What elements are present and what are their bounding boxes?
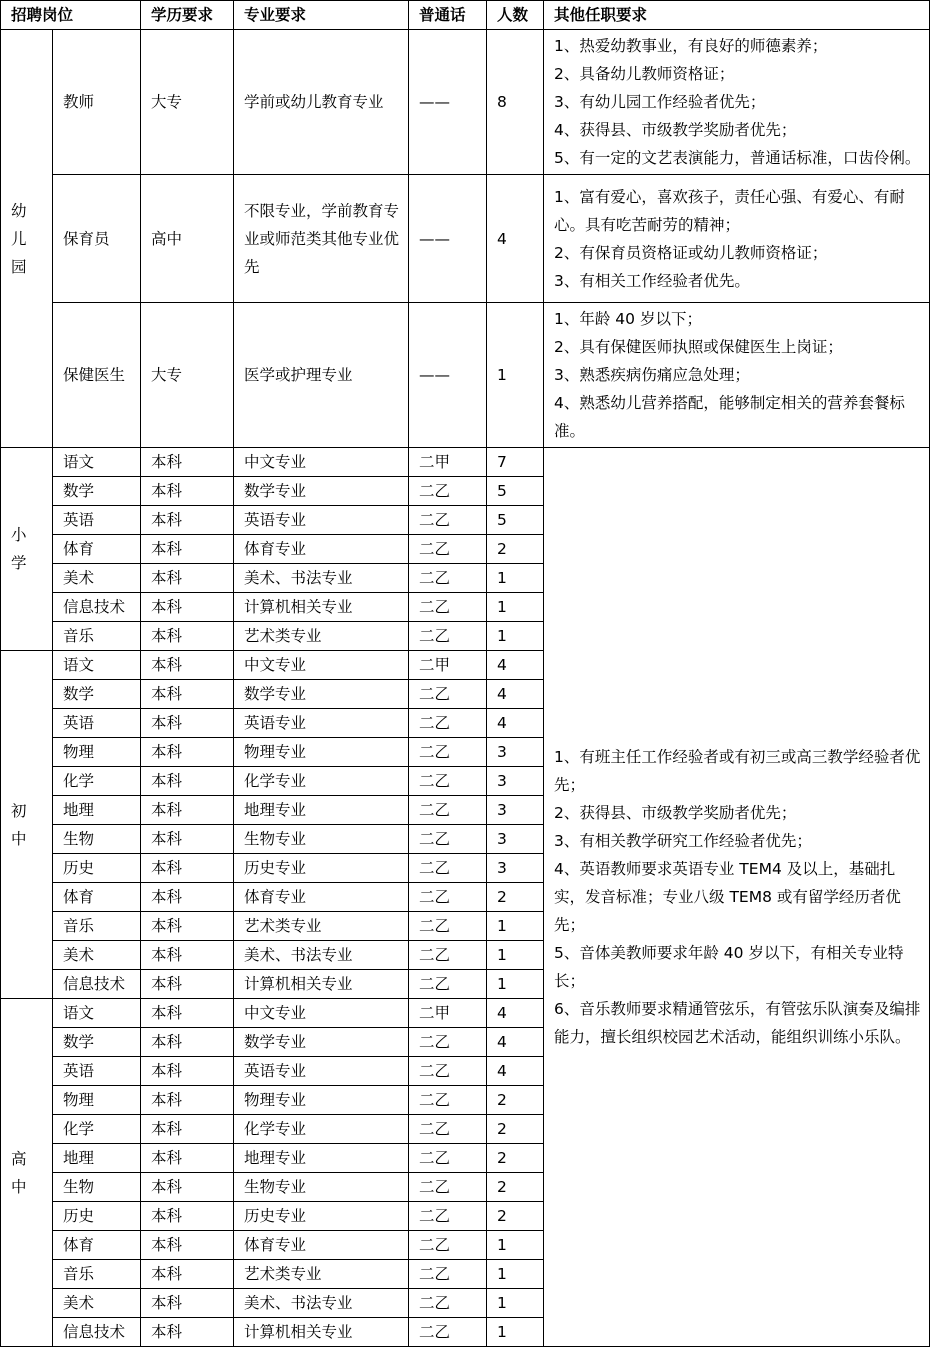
table-row [1,175,930,303]
mandarin-cell: 二乙 [409,854,487,883]
post-cell: 英语 [53,709,141,738]
mandarin-cell: 二乙 [409,912,487,941]
education-cell: 本科 [141,825,234,854]
mandarin-cell: 二乙 [409,767,487,796]
major-cell: 英语专业 [234,709,409,738]
education-cell: 本科 [141,564,234,593]
major-cell: 生物专业 [234,825,409,854]
education-cell: 本科 [141,1289,234,1318]
section-senior-label: 高中 [11,1149,27,1196]
mandarin-cell: 二乙 [409,970,487,999]
requirement-line: 2、具备幼儿教师资格证； [554,65,735,83]
post-cell: 数学 [53,477,141,506]
post-cell: 保育员 [53,175,141,303]
major-cell: 美术、书法专业 [234,941,409,970]
major-cell: 地理专业 [234,796,409,825]
mandarin-cell: 二甲 [409,651,487,680]
post-cell: 信息技术 [53,970,141,999]
count-cell: 4 [487,709,544,738]
major-cell: 物理专业 [234,738,409,767]
mandarin-cell: 二乙 [409,1202,487,1231]
education-cell: 本科 [141,1173,234,1202]
count-cell: 1 [487,941,544,970]
education-cell: 本科 [141,767,234,796]
major-cell: 不限专业，学前教育专业或师范类其他专业优先 [234,175,409,303]
mandarin-cell: 二乙 [409,1115,487,1144]
major-cell: 数学专业 [234,1028,409,1057]
count-cell: 7 [487,448,544,477]
post-cell: 音乐 [53,1260,141,1289]
major-cell: 体育专业 [234,535,409,564]
requirement-line: 4、获得县、市级教学奖励者优先； [554,121,797,139]
section-kindergarten-label: 幼儿园 [11,201,27,276]
education-cell: 大专 [141,30,234,175]
mandarin-cell: 二乙 [409,709,487,738]
section-kindergarten [1,30,53,448]
requirements-cell [544,30,930,175]
mandarin-cell: 二乙 [409,477,487,506]
requirement-line: 5、音体美教师要求年龄 40 岁以下，有相关专业特长； [554,944,904,990]
major-cell: 美术、书法专业 [234,1289,409,1318]
major-cell: 艺术类专业 [234,622,409,651]
education-cell: 本科 [141,999,234,1028]
major-cell: 美术、书法专业 [234,564,409,593]
post-cell: 物理 [53,738,141,767]
table-body [1,30,930,1347]
post-cell: 美术 [53,941,141,970]
education-cell: 本科 [141,970,234,999]
major-cell: 学前或幼儿教育专业 [234,30,409,175]
count-cell: 2 [487,1202,544,1231]
count-cell: 3 [487,854,544,883]
education-cell: 本科 [141,1260,234,1289]
education-cell: 大专 [141,303,234,448]
mandarin-cell: 二甲 [409,448,487,477]
mandarin-cell: 二乙 [409,1086,487,1115]
requirement-line: 6、音乐教师要求精通管弦乐，有管弦乐队演奏及编排能力，擅长组织校园艺术活动，能组织训练小乐队。 [554,1000,921,1046]
count-cell: 2 [487,1086,544,1115]
major-cell: 艺术类专业 [234,1260,409,1289]
post-cell: 保健医生 [53,303,141,448]
count-cell: 1 [487,564,544,593]
mandarin-cell: 二乙 [409,622,487,651]
mandarin-cell: 二乙 [409,1289,487,1318]
section-junior [1,651,53,999]
count-cell: 3 [487,796,544,825]
requirement-line: 4、熟悉幼儿营养搭配，能够制定相关的营养套餐标准。 [554,394,905,440]
post-cell: 语文 [53,448,141,477]
requirement-line: 1、富有爱心，喜欢孩子，责任心强、有爱心、有耐心。具有吃苦耐劳的精神； [554,187,905,234]
education-cell: 本科 [141,1318,234,1347]
mandarin-cell: 二乙 [409,535,487,564]
education-cell: 本科 [141,1144,234,1173]
requirements-cell [544,303,930,448]
major-cell: 计算机相关专业 [234,1318,409,1347]
education-cell: 本科 [141,912,234,941]
education-cell: 本科 [141,1086,234,1115]
education-cell: 本科 [141,593,234,622]
count-cell: 1 [487,970,544,999]
count-cell: 1 [487,593,544,622]
mandarin-cell: 二乙 [409,1318,487,1347]
mandarin-cell: 二乙 [409,1057,487,1086]
post-cell: 地理 [53,1144,141,1173]
requirement-line: 2、获得县、市级教学奖励者优先； [554,804,797,822]
header-other: 其他任职要求 [544,1,930,30]
major-cell: 中文专业 [234,448,409,477]
requirement-line: 3、熟悉疾病伤痛应急处理； [554,366,750,384]
header-count: 人数 [487,1,544,30]
education-cell: 本科 [141,477,234,506]
post-cell: 音乐 [53,912,141,941]
count-cell: 1 [487,912,544,941]
major-cell: 物理专业 [234,1086,409,1115]
mandarin-cell: 二乙 [409,593,487,622]
major-cell: 计算机相关专业 [234,593,409,622]
requirement-line: 2、具有保健医师执照或保健医生上岗证； [554,338,843,356]
post-cell: 化学 [53,1115,141,1144]
post-cell: 生物 [53,1173,141,1202]
education-cell: 本科 [141,1028,234,1057]
major-cell: 生物专业 [234,1173,409,1202]
table-row [1,303,930,448]
section-junior-label: 初中 [11,801,27,848]
requirement-line: 4、英语教师要求英语专业 TEM4 及以上，基础扎实，发音标准；专业八级 TEM8 或有留学经历者优先； [554,860,901,934]
major-cell: 中文专业 [234,651,409,680]
major-cell: 医学或护理专业 [234,303,409,448]
count-cell: 4 [487,651,544,680]
count-cell: 2 [487,1115,544,1144]
count-cell: 3 [487,767,544,796]
major-cell: 地理专业 [234,1144,409,1173]
mandarin-cell: 二乙 [409,1260,487,1289]
major-cell: 英语专业 [234,1057,409,1086]
post-cell: 化学 [53,767,141,796]
requirement-line: 1、年龄 40 岁以下； [554,310,702,328]
count-cell: 1 [487,1289,544,1318]
education-cell: 高中 [141,175,234,303]
header-major: 专业要求 [234,1,409,30]
education-cell: 本科 [141,854,234,883]
header-position: 招聘岗位 [1,1,141,30]
count-cell: 5 [487,477,544,506]
post-cell: 体育 [53,1231,141,1260]
requirement-line: 3、有相关教学研究工作经验者优先； [554,832,812,850]
major-cell: 艺术类专业 [234,912,409,941]
major-cell: 英语专业 [234,506,409,535]
mandarin-cell: 二乙 [409,825,487,854]
post-cell: 教师 [53,30,141,175]
post-cell: 语文 [53,651,141,680]
count-cell: 4 [487,680,544,709]
post-cell: 历史 [53,854,141,883]
count-cell: 1 [487,1231,544,1260]
major-cell: 数学专业 [234,680,409,709]
education-cell: 本科 [141,448,234,477]
post-cell: 数学 [53,1028,141,1057]
education-cell: 本科 [141,1115,234,1144]
major-cell: 数学专业 [234,477,409,506]
post-cell: 历史 [53,1202,141,1231]
education-cell: 本科 [141,535,234,564]
education-cell: 本科 [141,1057,234,1086]
count-cell: 1 [487,622,544,651]
requirement-line: 2、有保育员资格证或幼儿教师资格证； [554,243,828,262]
education-cell: 本科 [141,883,234,912]
post-cell: 美术 [53,564,141,593]
major-cell: 中文专业 [234,999,409,1028]
education-cell: 本科 [141,796,234,825]
education-cell: 本科 [141,1231,234,1260]
education-cell: 本科 [141,738,234,767]
count-cell: 8 [487,30,544,175]
post-cell: 音乐 [53,622,141,651]
mandarin-cell: 二乙 [409,796,487,825]
count-cell: 1 [487,1260,544,1289]
count-cell: 1 [487,1318,544,1347]
requirement-line: 3、有幼儿园工作经验者优先； [554,93,766,111]
post-cell: 英语 [53,1057,141,1086]
count-cell: 2 [487,1173,544,1202]
mandarin-cell: 二乙 [409,1173,487,1202]
major-cell: 化学专业 [234,767,409,796]
post-cell: 英语 [53,506,141,535]
post-cell: 美术 [53,1289,141,1318]
mandarin-cell: 二乙 [409,883,487,912]
requirement-line: 3、有相关工作经验者优先。 [554,271,750,290]
mandarin-cell: 二乙 [409,1231,487,1260]
header-mandarin: 普通话 [409,1,487,30]
mandarin-cell: 二乙 [409,680,487,709]
post-cell: 数学 [53,680,141,709]
school-requirements-cell [544,448,930,1347]
major-cell: 体育专业 [234,883,409,912]
major-cell: 体育专业 [234,1231,409,1260]
major-cell: 化学专业 [234,1115,409,1144]
mandarin-cell: —— [409,175,487,303]
section-senior [1,999,53,1347]
post-cell: 体育 [53,535,141,564]
requirement-line: 1、有班主任工作经验者或有初三或高三教学经验者优先； [554,748,921,794]
table-row [1,30,930,175]
count-cell: 4 [487,175,544,303]
education-cell: 本科 [141,1202,234,1231]
count-cell: 2 [487,1144,544,1173]
count-cell: 2 [487,883,544,912]
count-cell: 2 [487,535,544,564]
requirements-cell [544,175,930,303]
section-primary [1,448,53,651]
post-cell: 物理 [53,1086,141,1115]
major-cell: 历史专业 [234,1202,409,1231]
post-cell: 信息技术 [53,593,141,622]
education-cell: 本科 [141,622,234,651]
post-cell: 地理 [53,796,141,825]
mandarin-cell: 二乙 [409,564,487,593]
mandarin-cell: 二乙 [409,738,487,767]
mandarin-cell: 二乙 [409,1144,487,1173]
post-cell: 生物 [53,825,141,854]
count-cell: 3 [487,825,544,854]
education-cell: 本科 [141,941,234,970]
mandarin-cell: 二甲 [409,999,487,1028]
mandarin-cell: 二乙 [409,1028,487,1057]
requirement-line: 5、有一定的文艺表演能力，普通话标准，口齿伶俐。 [554,149,921,167]
post-cell: 语文 [53,999,141,1028]
count-cell: 3 [487,738,544,767]
table-row [1,448,930,477]
major-cell: 历史专业 [234,854,409,883]
count-cell: 4 [487,1057,544,1086]
section-primary-label: 小学 [11,526,27,572]
education-cell: 本科 [141,709,234,738]
count-cell: 5 [487,506,544,535]
header-row [1,1,930,30]
requirement-line: 1、热爱幼教事业，有良好的师德素养； [554,37,828,55]
header-education: 学历要求 [141,1,234,30]
count-cell: 1 [487,303,544,448]
mandarin-cell: 二乙 [409,506,487,535]
post-cell: 体育 [53,883,141,912]
count-cell: 4 [487,1028,544,1057]
mandarin-cell: —— [409,303,487,448]
major-cell: 计算机相关专业 [234,970,409,999]
mandarin-cell: 二乙 [409,941,487,970]
education-cell: 本科 [141,680,234,709]
count-cell: 4 [487,999,544,1028]
mandarin-cell: —— [409,30,487,175]
post-cell: 信息技术 [53,1318,141,1347]
education-cell: 本科 [141,506,234,535]
education-cell: 本科 [141,651,234,680]
